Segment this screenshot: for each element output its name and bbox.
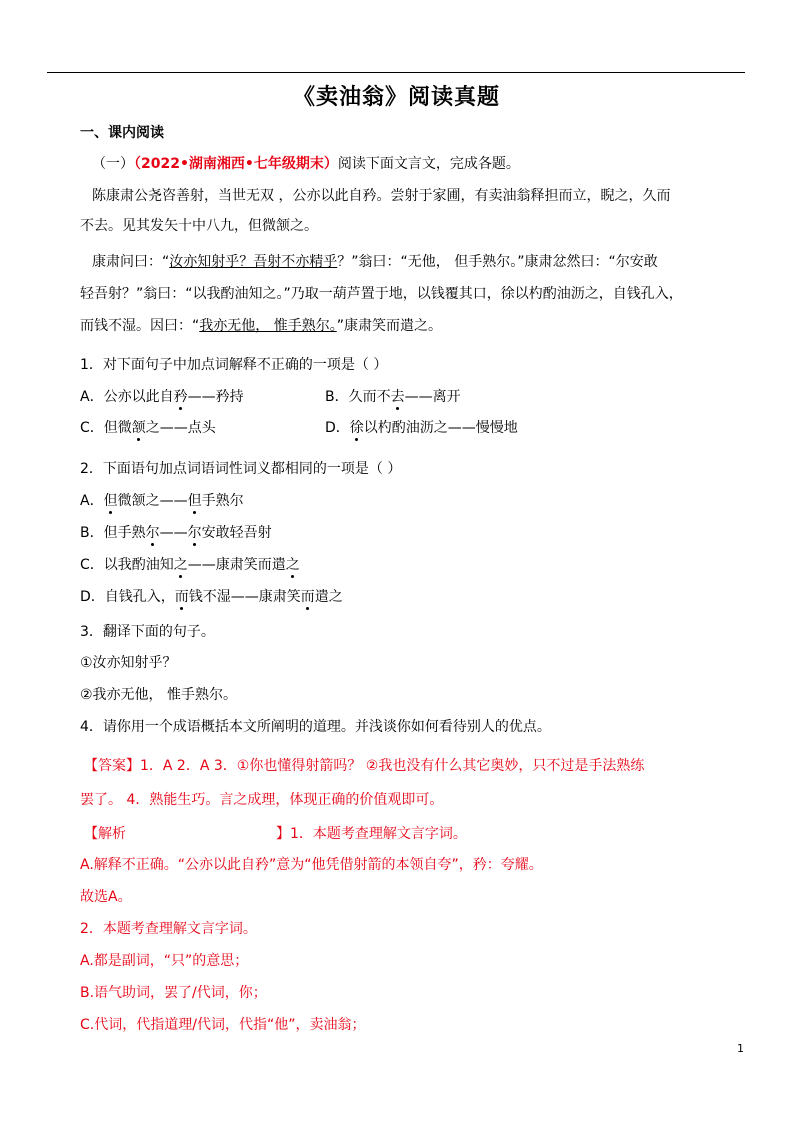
analysis-line-2: A.解释不正确。“公亦以此自矜”意为“他凭借射箭的本领自夸”，矜：夸耀。: [80, 857, 543, 873]
dotted-word: 之: [285, 557, 300, 573]
analysis-line-7: C.代词，代指道理/代词，代指“他”，卖油翁；: [80, 1017, 366, 1033]
dotted-word: 尔: [187, 525, 202, 541]
analysis-line-4: 2．本题考查理解文言字词。: [80, 921, 257, 937]
q3-sentence-1: ①汝亦知射乎？: [80, 655, 177, 671]
text-run: ？”翁曰：“无他， 但手熟尔。”康肃忿然曰：“尔安敢: [337, 254, 658, 270]
question-4: 4．请你用一个成语概括本文所阐明的道理。并浅谈你如何看待别人的优点。: [80, 719, 551, 735]
subsection-prefix: （一）: [92, 156, 134, 172]
question-2: 2．下面语句加点词语词性词义都相同的一项是（ ）: [80, 461, 402, 477]
text-run: A．: [80, 493, 104, 509]
analysis-label-open: 【解析: [84, 826, 126, 842]
analysis-line-3: 故选A。: [80, 889, 132, 905]
text-run: ”康肃笑而遣之。: [336, 318, 442, 334]
q1-option-d: [325, 419, 518, 437]
answer-line-2: 罢了。 4．熟能生巧。言之成理，体现正确的价值观即可。: [80, 792, 444, 808]
paragraph-1-line-1: 陈康肃公尧咨善射，当世无双 ，公亦以此自矜。尝射于家圃，有卖油翁释担而立，睨之，久而: [92, 188, 671, 204]
q1-option-c: [80, 419, 216, 437]
text-run: 手熟尔: [201, 493, 244, 509]
q1-option-a: [80, 388, 244, 406]
page-title: 《卖油翁》阅读真题: [292, 84, 500, 110]
paragraph-1-line-2: 不去。见其发矢十中八九，但微颔之。: [80, 218, 318, 234]
text-run: 安敢轻吾射: [201, 525, 272, 541]
text-run: C．以我酌油知: [80, 557, 174, 573]
subsection-instruction: 阅读下面文言文，完成各题。: [337, 156, 520, 172]
section-heading: 一、课内阅读: [80, 125, 164, 141]
dotted-word: 但: [103, 493, 118, 509]
dotted-word: 而: [174, 589, 189, 605]
dotted-word: 徐: [349, 420, 364, 436]
q2-option-c: [80, 556, 300, 574]
paragraph-2-line-2: 轻吾射？”翁曰：“以我酌油知之。”乃取一葫芦置于地，以钱覆其口，徐以杓酌油沥之，自钱孔入，: [80, 286, 683, 302]
q3-sentence-2: ②我亦无他， 惟手熟尔。: [80, 687, 238, 703]
q2-option-d: [80, 588, 343, 606]
underlined-sentence-2: 我亦无他， 惟手熟尔。: [199, 318, 337, 334]
dotted-word: 矜: [173, 389, 188, 405]
text-run: ——矜持: [187, 389, 244, 405]
dotted-word: 颔: [131, 420, 146, 436]
paragraph-2-line-1: [92, 253, 658, 271]
text-run: B．久而不: [325, 389, 391, 405]
text-run: C．但微: [80, 420, 132, 436]
text-run: 遣之: [314, 589, 343, 605]
text-run: 之——点头: [145, 420, 216, 436]
text-run: D．自钱孔入，: [80, 589, 175, 605]
text-run: 康肃问曰：“: [92, 254, 170, 270]
analysis-line-5: A.都是副词，“只”的意思；: [80, 953, 249, 969]
analysis-line-6: B.语气助词，罢了/代词，你；: [80, 985, 267, 1001]
source-tag: （2022•湖南湘西•七年级期末）: [134, 156, 338, 172]
q2-option-a: [80, 492, 244, 510]
text-run: ——康肃笑而遣: [187, 557, 286, 573]
text-run: 钱不湿——康肃笑: [188, 589, 301, 605]
text-run: 以杓酌油沥之——慢慢地: [363, 420, 518, 436]
page-number: 1: [737, 1042, 744, 1055]
text-run: D．: [325, 420, 350, 436]
analysis-heading: [84, 825, 467, 843]
text-run: 微颔之——: [117, 493, 188, 509]
text-run: A．公亦以此自: [80, 389, 174, 405]
dotted-word: 但: [187, 493, 202, 509]
q1-option-b: [325, 388, 461, 406]
dotted-word: 去: [390, 389, 405, 405]
header-rule: [47, 72, 745, 73]
paragraph-2-line-3: [80, 317, 442, 335]
question-1: 1．对下面句子中加点词解释不正确的一项是（ ）: [80, 357, 388, 373]
analysis-label-close: 】1．本题考查理解文言字词。: [276, 826, 467, 842]
answer-line-1: 【答案】1．A 2．A 3．①你也懂得射箭吗？ ②我也没有什么其它奥妙，只不过是手法熟练: [84, 758, 645, 774]
dotted-word: 尔: [145, 525, 160, 541]
underlined-sentence-1: 汝亦知射乎？吾射不亦精乎: [169, 254, 338, 270]
dotted-word: 而: [300, 589, 315, 605]
text-run: ——离开: [404, 389, 461, 405]
subsection-heading: [92, 155, 520, 173]
q2-option-b: [80, 524, 272, 542]
text-run: B．但手熟: [80, 525, 146, 541]
dotted-word: 之: [173, 557, 188, 573]
text-run: 而钱不湿。因曰：“: [80, 318, 200, 334]
question-3: 3．翻译下面的句子。: [80, 624, 215, 640]
text-run: ——: [159, 525, 188, 541]
